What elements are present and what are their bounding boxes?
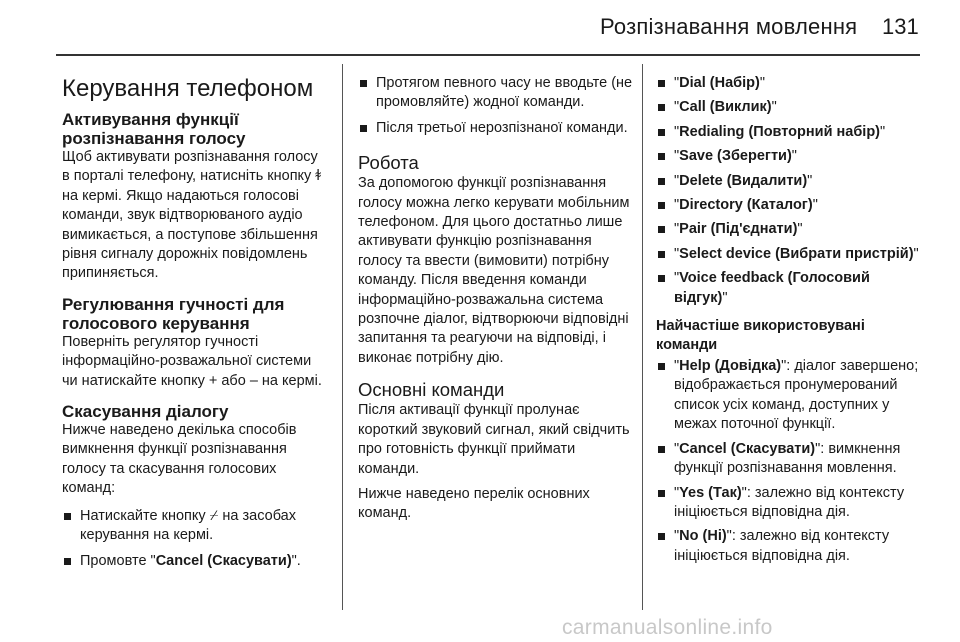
list-item: Після третьої нерозпізнаної команди.: [358, 119, 638, 138]
header-divider: [56, 54, 920, 56]
cancel-paragraph: Нижче наведено декілька способів вимкнення функції розпізнавання голосу та скасування голосових команд:: [62, 422, 297, 497]
end-call-icon: ⌿: [209, 507, 219, 524]
column-2: [358, 74, 638, 524]
list-item: "Help (Довідка)": діалог завершено; відображається пронумерований список усіх команд, доступних у межах поточної функції.: [656, 357, 920, 435]
subsection-heading-frequent-commands: Найчастіше використовувані команди: [656, 318, 865, 354]
list-item: Натискайте кнопку ⌿ на засобах керування на кермі.: [62, 507, 326, 546]
watermark: carmanualsonline.info: [562, 616, 773, 639]
volume-paragraph: Поверніть регулятор гучності інформаційно-розважальної системи чи натискайте кнопку + або – на кермі.: [62, 333, 322, 389]
list-item: "Directory (Каталог)": [656, 196, 920, 215]
list-item: "Voice feedback (Голосовий відгук)": [656, 269, 920, 308]
basic-commands-paragraph-2: Нижче наведено перелік основних команд.: [358, 485, 590, 522]
list-item: "Redialing (Повторний набір)": [656, 123, 920, 142]
subsection-heading-activate: Активування функції розпізнавання голосу: [62, 110, 246, 148]
subsection-heading-basic-commands: Основні команди: [358, 379, 505, 401]
cancel-methods-list-cont: [358, 74, 638, 138]
subsection-heading-operation: Робота: [358, 152, 419, 174]
running-header-title: Розпізнавання мовлення: [600, 14, 858, 39]
list-item: "Pair (Під'єднати)": [656, 220, 920, 239]
subsection-heading-cancel: Скасування діалогу: [62, 402, 229, 422]
subsection-heading-volume: Регулювання гучності для голосового керування: [62, 294, 285, 333]
list-item: "Save (Зберегти)": [656, 147, 920, 166]
section-title: Керування телефоном: [62, 75, 314, 102]
list-item: "Yes (Так)": залежно від контексту ініціюється відповідна дія.: [656, 484, 920, 523]
activate-paragraph: [62, 148, 326, 284]
basic-commands-list: [656, 74, 920, 308]
column-1: [62, 74, 326, 577]
activate-text-a: Щоб активувати розпізнавання голосу в порталі телефону, натисніть кнопку: [62, 149, 318, 185]
list-item: "Call (Виклик)": [656, 98, 920, 117]
column-divider-1: [342, 64, 343, 610]
frequent-commands-list: [656, 357, 920, 566]
operation-paragraph: За допомогою функції розпізнавання голосу можна легко керувати мобільним телефоном. Для цього достатньо лише активувати функцію розпізнавання голосу та ввести (вимовити) потрібну команду. Після введення команди інформаційно-розважальна система розпочне діалог, відтворюючи відповідні запитання та реагуючи на відповіді, і виконає потрібну дію.: [358, 175, 630, 366]
list-item: "Cancel (Скасувати)": вимкнення функції розпізнавання мовлення.: [656, 440, 920, 479]
column-3: [656, 74, 920, 571]
list-item: Промовте "Cancel (Скасувати)".: [62, 552, 326, 571]
list-item: "No (Ні)": залежно від контексту ініціюється відповідна дія.: [656, 527, 920, 566]
list-item: "Dial (Набір)": [656, 74, 920, 93]
list-item: Протягом певного часу не вводьте (не промовляйте) жодної команди.: [358, 74, 638, 113]
page-number: 131: [882, 14, 919, 39]
list-item: "Delete (Видалити)": [656, 172, 920, 191]
list-item: "Select device (Вибрати пристрій)": [656, 245, 920, 264]
cancel-methods-list: [62, 507, 326, 571]
column-divider-2: [642, 64, 643, 610]
activate-text-b: на кермі. Якщо надаються голосові команди, звук відтворюваного аудіо вимикається, а поступове збільшення рівня сигналу дорожніх повідомлень припиняється.: [62, 187, 318, 282]
voice-button-icon: ꬸ: [315, 168, 321, 185]
basic-commands-paragraph-1: Після активації функції пролунає короткий звуковий сигнал, який свідчить про готовність функції приймати команди.: [358, 402, 630, 477]
